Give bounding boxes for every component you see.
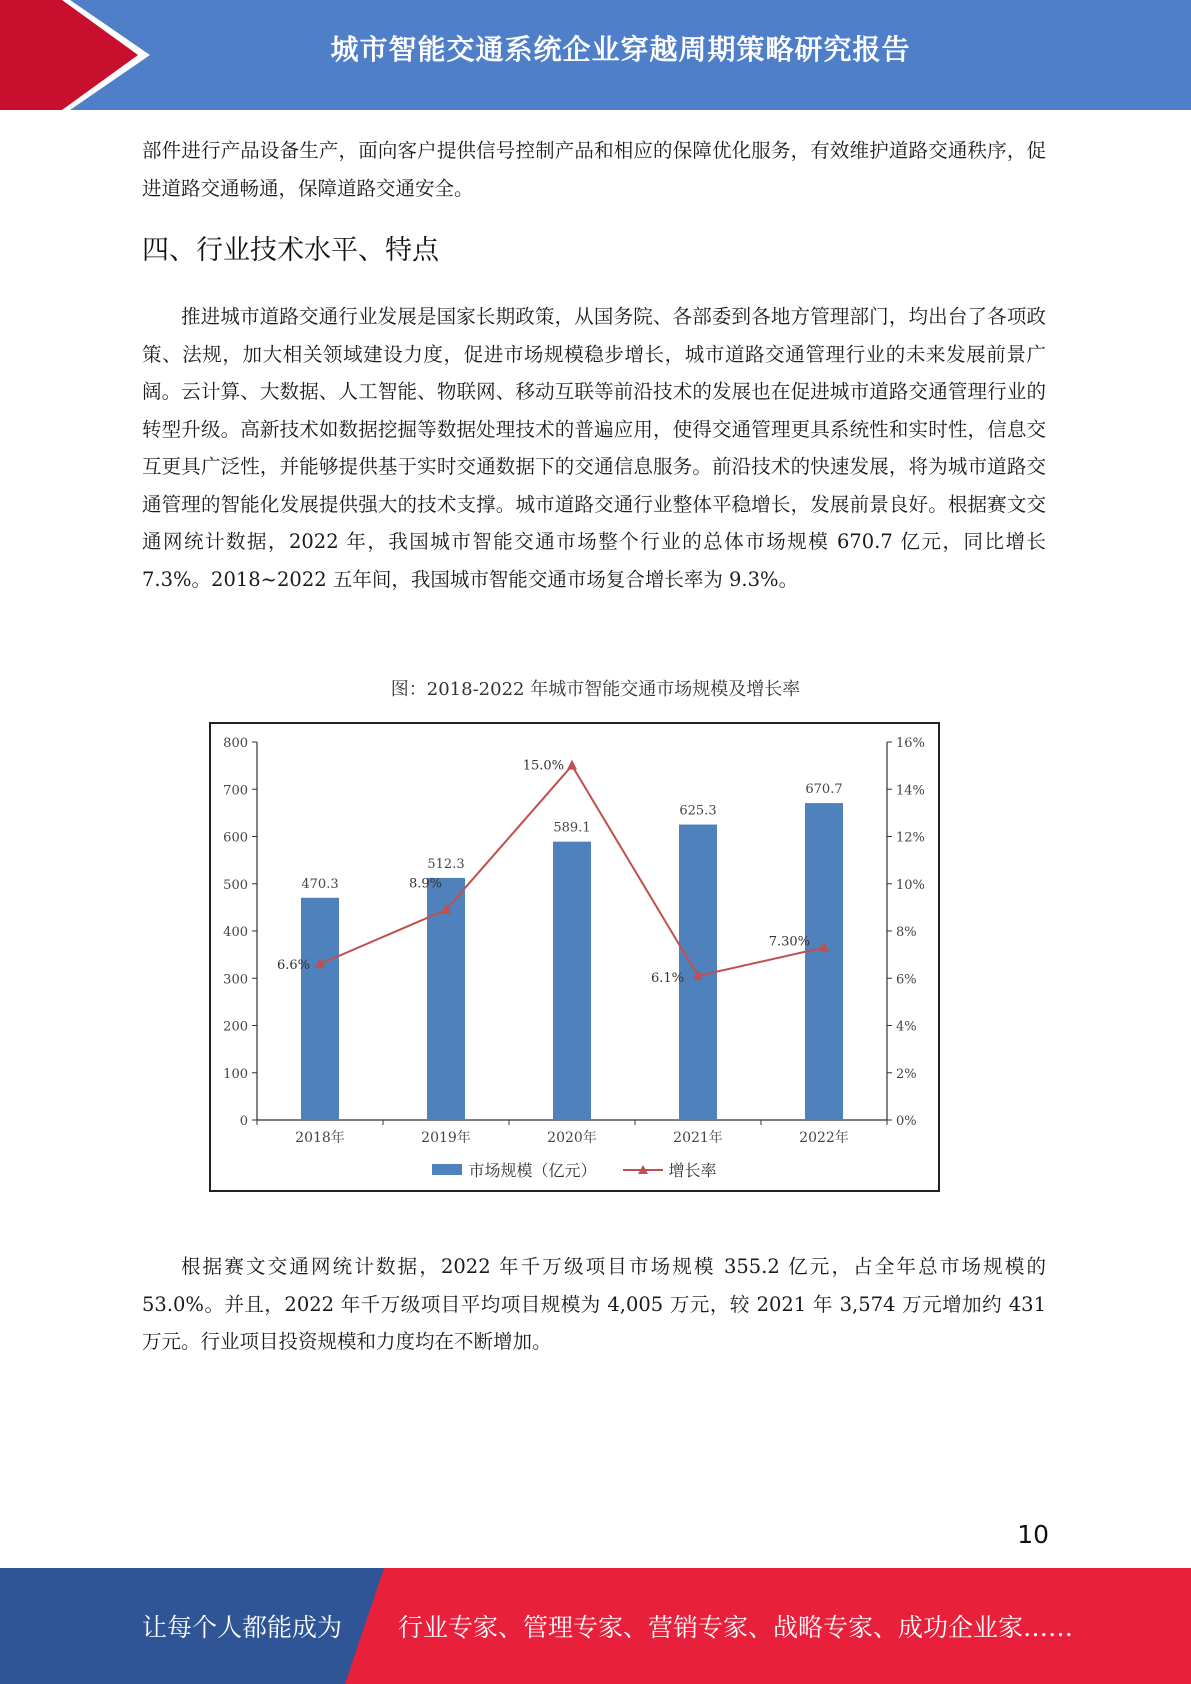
y-left-tick-label: 600 xyxy=(223,830,248,846)
legend-item-line xyxy=(623,1158,717,1181)
bar-market-size xyxy=(301,898,339,1120)
page-number: 10 xyxy=(1017,1520,1049,1549)
bar-data-label: 670.7 xyxy=(805,782,843,798)
line-data-label: 7.30% xyxy=(768,934,810,950)
bar-data-label: 625.3 xyxy=(679,803,717,819)
y-left-tick-label: 800 xyxy=(223,736,248,751)
x-tick-label: 2018年 xyxy=(295,1130,345,1146)
legend-swatch-bar xyxy=(432,1164,462,1175)
page-header xyxy=(0,0,1191,110)
section-heading: 四、行业技术水平、特点 xyxy=(142,235,439,266)
legend-label-line: 增长率 xyxy=(668,1161,717,1180)
x-tick-label: 2019年 xyxy=(421,1130,471,1146)
y-left-tick-label: 0 xyxy=(239,1114,248,1129)
y-right-tick-label: 10% xyxy=(896,877,925,893)
bar-data-label: 512.3 xyxy=(427,856,465,872)
y-right-tick-label: 0% xyxy=(896,1114,917,1129)
legend-item-bar xyxy=(432,1158,596,1181)
bar-market-size xyxy=(805,803,843,1120)
y-right-tick-label: 4% xyxy=(896,1019,917,1035)
y-left-tick-label: 200 xyxy=(223,1019,248,1035)
line-data-label: 6.6% xyxy=(276,958,310,974)
footer-slogan-right: 行业专家、管理专家、营销专家、战略专家、成功企业家…… xyxy=(398,1613,1074,1642)
y-right-tick-label: 2% xyxy=(896,1066,917,1082)
paragraph-project-scale: 根据赛文交通网统计数据，2022 年千万级项目市场规模 355.2 亿元，占全年总市场规模的 53.0%。并且，2022 年千万级项目平均项目规模为 4,005 万元，较 2021 年 3,574 万元增加约 431 万元。行业项目投资规模和力度均在不断增加。 xyxy=(142,1255,1046,1353)
report-title: 城市智能交通系统企业穿越周期策略研究报告 xyxy=(330,33,911,66)
y-left-tick-label: 500 xyxy=(223,877,248,893)
chart-title: 图：2018-2022 年城市智能交通市场规模及增长率 xyxy=(390,679,801,700)
page-footer xyxy=(0,1568,1191,1684)
legend-swatch-line xyxy=(623,1163,663,1177)
chart-legend xyxy=(211,1158,938,1181)
y-right-tick-label: 14% xyxy=(896,783,925,799)
intro-paragraph: 部件进行产品设备生产，面向客户提供信号控制产品和相应的保障优化服务，有效维护道路交通秩序，促进道路交通畅通，保障道路交通安全。 xyxy=(142,139,1046,200)
y-left-tick-label: 300 xyxy=(223,972,248,988)
header-arrow-logo xyxy=(0,0,160,110)
x-tick-label: 2020年 xyxy=(547,1130,597,1146)
y-right-tick-label: 12% xyxy=(896,830,925,846)
y-right-tick-label: 8% xyxy=(896,925,917,940)
x-tick-label: 2021年 xyxy=(673,1130,723,1146)
bar-market-size xyxy=(553,842,591,1120)
bar-data-label: 470.3 xyxy=(301,876,339,892)
line-data-label: 8.9% xyxy=(408,876,442,892)
chart-frame xyxy=(209,722,940,1192)
y-right-tick-label: 16% xyxy=(896,736,925,751)
legend-label-bar: 市场规模（亿元） xyxy=(468,1161,597,1180)
y-right-tick-label: 6% xyxy=(896,972,917,988)
growth-rate-marker xyxy=(567,760,577,770)
paragraph-market-overview: 推进城市道路交通行业发展是国家长期政策，从国务院、各部委到各地方管理部门，均出台了各项政策、法规，加大相关领域建设力度，促进市场规模稳步增长，城市道路交通管理行业的未来发展前景广阔。云计算、大数据、人工智能、物联网、移动互联等前沿技术的发展也在促进城市道路交通管理行业的转型升级。高新技术如数据挖掘等数据处理技术的普遍应用，使得交通管理更具系统性和实时性，信息交互更具广泛性，并能够提供基于实时交通数据下的交通信息服务。前沿技术的快速发展，将为城市道路交通管理的智能化发展提供强大的技术支撑。城市道路交通行业整体平稳增长，发展前景良好。根据赛文交通网统计数据，2022 年，我国城市智能交通市场整个行业的总体市场规模 670.7 亿元，同比增长 7.3%。2018~2022 五年间，我国城市智能交通市场复合增长率为 9.3%。 xyxy=(142,305,1046,591)
bar-data-label: 589.1 xyxy=(553,820,591,836)
line-data-label: 6.1% xyxy=(650,970,684,986)
x-tick-label: 2022年 xyxy=(799,1130,849,1146)
y-left-tick-label: 100 xyxy=(223,1066,248,1082)
line-data-label: 15.0% xyxy=(522,758,564,774)
bar-market-size xyxy=(427,878,465,1120)
y-left-tick-label: 700 xyxy=(223,783,248,799)
y-left-tick-label: 400 xyxy=(223,925,248,940)
combo-chart xyxy=(211,724,938,1190)
footer-slogan-left: 让每个人都能成为 xyxy=(142,1613,343,1642)
